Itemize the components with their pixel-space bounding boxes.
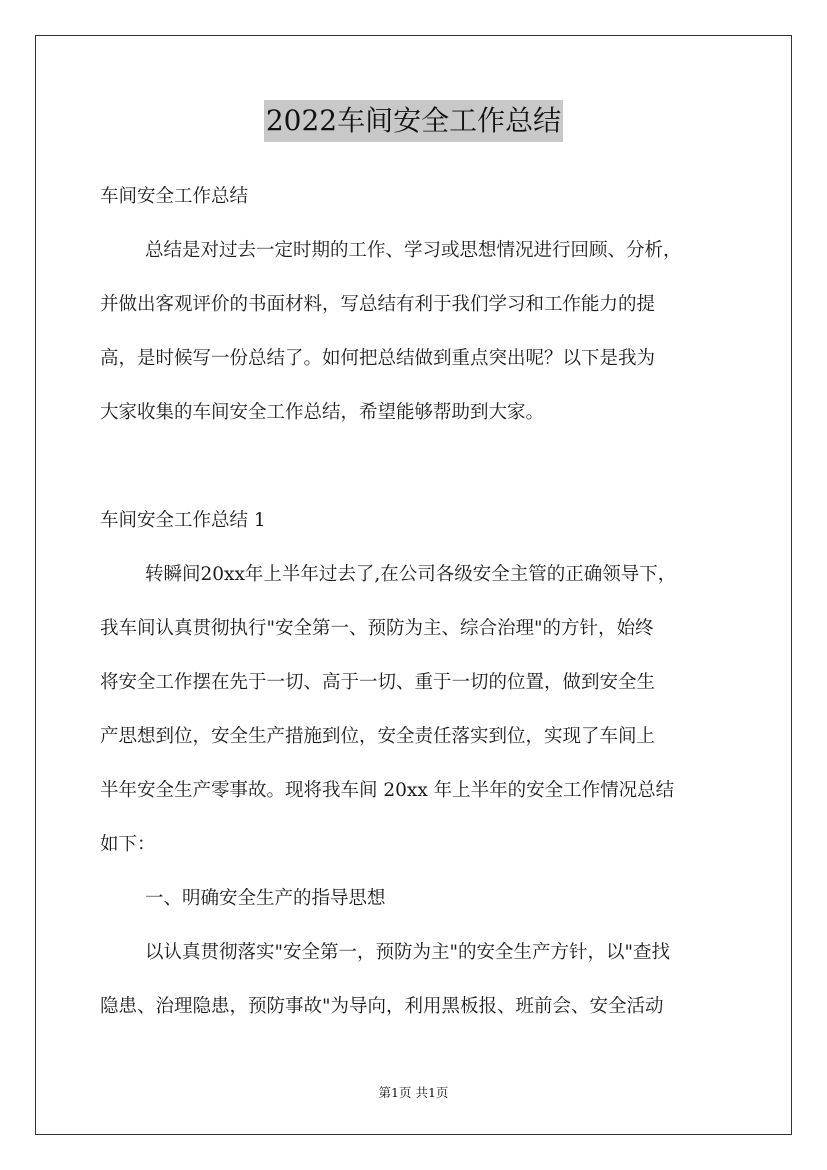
paragraph-line: 转瞬间20xx年上半年过去了,在公司各级安全主管的正确领导下， [145, 564, 677, 585]
paragraph-line: 并做出客观评价的书面材料，写总结有利于我们学习和工作能力的提 [100, 294, 656, 315]
paragraph-line: 将安全工作摆在先于一切、高于一切、重于一切的位置，做到安全生 [100, 672, 656, 693]
paragraph-line: 大家收集的车间安全工作总结，希望能够帮助到大家。 [100, 402, 545, 423]
paragraph-line: 半年安全生产零事故。现将我车间 20xx 年上半年的安全工作情况总结 [100, 780, 675, 801]
title-container [0, 100, 827, 142]
document-body [100, 170, 740, 1034]
paragraph-line: 隐患、治理隐患，预防事故"为导向，利用黑板报、班前会、安全活动 [100, 996, 664, 1017]
paragraph-line: 车间安全工作总结 [100, 186, 249, 207]
document-title: 2022车间安全工作总结 [264, 100, 563, 142]
paragraph-line: 高，是时候写一份总结了。如何把总结做到重点突出呢？以下是我为 [100, 348, 656, 369]
paragraph-line: 一、明确安全生产的指导思想 [145, 888, 386, 909]
paragraph-line: 总结是对过去一定时期的工作、学习或思想情况进行回顾、分析， [145, 240, 682, 261]
paragraph-line: 以认真贯彻落实"安全第一，预防为主"的安全生产方针，以"查找 [145, 942, 671, 963]
page-footer: 第1页 共1页 [378, 1085, 449, 1100]
paragraph-line: 车间安全工作总结 1 [100, 510, 266, 531]
paragraph-line: 我车间认真贯彻执行"安全第一、预防为主、综合治理"的方针，始终 [100, 618, 654, 639]
paragraph-line: 如下： [100, 834, 156, 855]
paragraph-line: 产思想到位，安全生产措施到位，安全责任落实到位，实现了车间上 [100, 726, 656, 747]
blank-line [100, 440, 740, 494]
